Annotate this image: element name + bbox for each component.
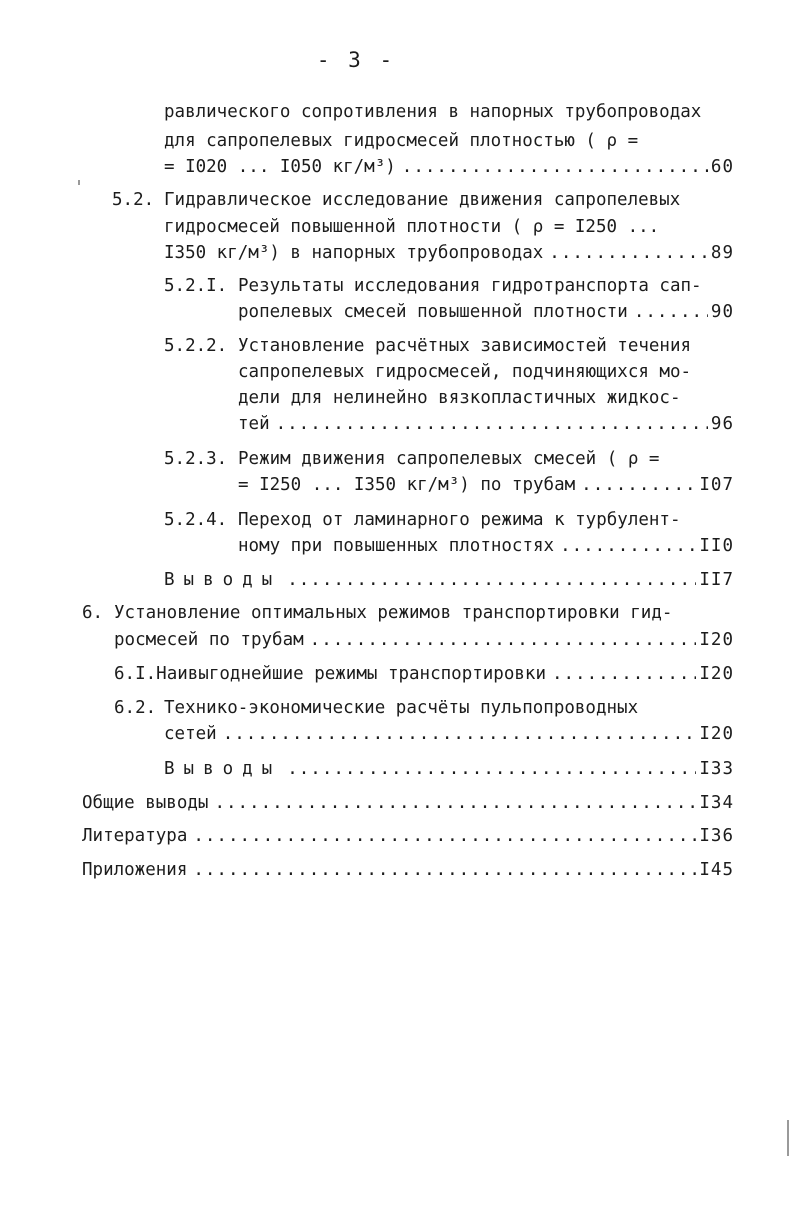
- dot-leader: [552, 661, 696, 687]
- dot-leader: [549, 240, 708, 266]
- toc-entry-last-line: росмесей по трубам ..... I20: [114, 627, 734, 653]
- dot-leader: [276, 411, 708, 437]
- toc-page-number: II0: [699, 536, 734, 556]
- toc-entry-last-line: Приложения ..... I45: [82, 857, 734, 883]
- toc-entry-last-line: Выводы ..... I33: [164, 756, 734, 782]
- toc-page-number: 89: [710, 243, 734, 263]
- dot-leader: [214, 790, 696, 816]
- section-number: 5.2.3.: [164, 449, 228, 469]
- section-number: 5.2.2.: [164, 336, 228, 356]
- toc-entry-last-line: I350 кг/м³) в напорных трубопроводах ..... 89: [164, 240, 734, 266]
- dot-leader: [581, 472, 696, 498]
- toc-entry-text-line: 5.2.I. Результаты исследования гидротранспорта сап-: [164, 273, 702, 299]
- dot-leader: [287, 567, 696, 593]
- dot-leader: [193, 857, 696, 883]
- toc-entry-text-line: 6. Установление оптимальных режимов транспортировки гид-: [82, 600, 672, 626]
- dot-leader: [310, 627, 697, 653]
- toc-entry-last-line: = I250 ... I350 кг/м³) по трубам ..... I07: [238, 472, 734, 498]
- toc-page-number: I07: [699, 475, 734, 495]
- toc-page-number: I45: [699, 860, 734, 880]
- toc-page-number: 90: [710, 302, 734, 322]
- toc-entry-last-line: тей ..... 96: [238, 411, 734, 437]
- toc-page-number: I20: [699, 664, 734, 684]
- page-number: - 3 -: [316, 48, 396, 72]
- toc-page-number: I33: [699, 759, 734, 779]
- section-number: 6.I.: [114, 664, 157, 684]
- dot-leader: [287, 756, 696, 782]
- dot-leader: [193, 823, 696, 849]
- toc-entry-text-line: 5.2.4. Переход от ламинарного режима к турбулент-: [164, 507, 681, 533]
- toc-entry-text-line: гидросмесей повышенной плотности ( ρ = I250 ...: [164, 217, 660, 237]
- toc-entry-text-line: для сапропелевых гидросмесей плотностью ( ρ =: [164, 131, 639, 151]
- toc-entry-text-line: 6.2. Технико-экономические расчёты пульпопроводных: [114, 695, 638, 721]
- dot-leader: [634, 299, 708, 325]
- toc-page-number: 60: [710, 157, 734, 177]
- section-number: 5.2.4.: [164, 510, 228, 530]
- toc-entry-text-line: 5.2.2. Установление расчётных зависимостей течения: [164, 333, 691, 359]
- toc-page-number: I34: [699, 793, 734, 813]
- toc-entry-text-line: 5.2. Гидравлическое исследование движения сапропелевых: [112, 187, 680, 213]
- toc-entry-text-line: сапропелевых гидросмесей, подчиняющихся мо-: [238, 362, 692, 382]
- toc-entry-text-line: равлического сопротивления в напорных трубопроводах: [164, 102, 702, 122]
- toc-page-number: I20: [699, 630, 734, 650]
- toc-entry-last-line: Общие выводы ..... I34: [82, 790, 734, 816]
- toc-entry-last-line: 6.I. Наивыгоднейшие режимы транспортировки ..... I20: [114, 661, 734, 687]
- toc-entry-last-line: ному при повышенных плотностях ..... II0: [238, 533, 734, 559]
- toc-entry-text-line: 5.2.3. Режим движения сапропелевых смесей ( ρ =: [164, 446, 659, 472]
- toc-entry-last-line: Выводы ..... II7: [164, 567, 734, 593]
- toc-page-number: I36: [699, 826, 734, 846]
- toc-page-number: 96: [710, 414, 734, 434]
- section-number: 5.2.I.: [164, 276, 228, 296]
- dot-leader: [223, 721, 697, 747]
- scan-mark: [78, 180, 80, 185]
- scan-mark: [787, 1120, 789, 1156]
- toc-entry-last-line: сетей ..... I20: [164, 721, 734, 747]
- toc-page-number: II7: [699, 570, 734, 590]
- dot-leader: [402, 154, 708, 180]
- toc-page-number: I20: [699, 724, 734, 744]
- toc-entry-last-line: Литература ..... I36: [82, 823, 734, 849]
- section-number: 6.: [82, 603, 104, 623]
- section-number: 6.2.: [114, 698, 157, 718]
- section-number: 5.2.: [112, 190, 155, 210]
- dot-leader: [560, 533, 696, 559]
- toc-entry-text-line: дели для нелинейно вязкопластичных жидкос-: [238, 388, 681, 408]
- toc-entry-last-line: ропелевых смесей повышенной плотности ..... 90: [238, 299, 734, 325]
- toc-entry-last-line: = I020 ... I050 кг/м³) ..... 60: [164, 154, 734, 180]
